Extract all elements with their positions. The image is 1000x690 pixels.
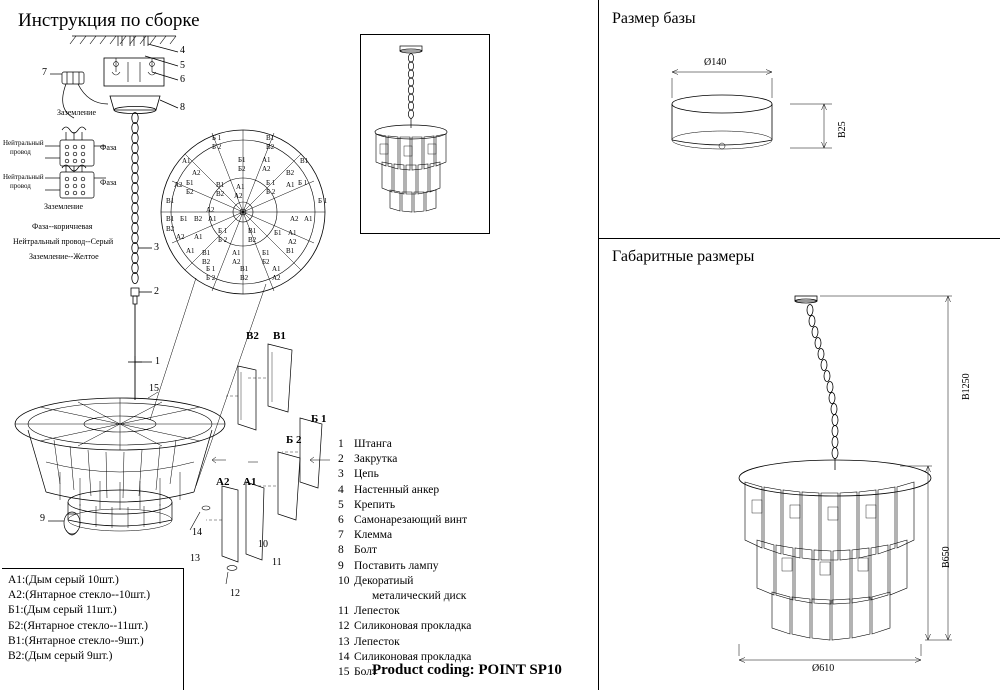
callout-6: 6: [180, 74, 185, 85]
part-row: 10 Декоратиый: [338, 574, 414, 587]
part-row: 5 Крепить: [338, 498, 396, 511]
part-row: 8 Болт: [338, 544, 377, 557]
part-row: 6 Самонарезающий винт: [338, 514, 468, 527]
part-row: 11 Лепесток: [338, 605, 400, 618]
legend-item: В2:(Дым серый 9шт.): [8, 650, 113, 663]
label-ground-top: Заземление: [57, 108, 96, 117]
label-ground-bottom: Заземление: [44, 202, 83, 211]
legend-item: В1:(Янтарное стекло--9шт.): [8, 634, 144, 647]
part-row: 12 Силиконовая прокладка: [338, 620, 472, 633]
legend-item: Б2:(Янтарное стекло--11шт.): [8, 619, 149, 632]
legend-item: А2:(Янтарное стекло--10шт.): [8, 589, 151, 602]
callout-12: 12: [230, 588, 240, 599]
label-neutral-2: Нейтральный: [3, 173, 44, 181]
horizontal-divider: [598, 238, 1000, 239]
dim-overall-height-body: В650: [941, 546, 952, 568]
callout-15: 15: [149, 383, 159, 394]
vertical-divider: [598, 0, 599, 690]
callout-13: 13: [190, 553, 200, 564]
page-title-assembly: Инструкция по сборке: [18, 10, 200, 31]
part-row: 13 Лепесток: [338, 635, 400, 648]
part-row: 14 Силиконовая прокладка: [338, 650, 472, 663]
legend-phase-color: Фаза--коричневая: [32, 222, 93, 231]
callout-3: 3: [154, 242, 159, 253]
callout-5: 5: [180, 60, 185, 71]
legend-neutral-color: Нейтральный провод--Серый: [13, 237, 114, 246]
label-neutral-2b: провод: [10, 182, 31, 190]
lamp-inset-frame: [360, 34, 490, 234]
callout-7: 7: [42, 67, 47, 78]
dim-base-height: В25: [837, 121, 848, 138]
product-coding: Product coding: POINT SP10: [372, 662, 562, 678]
part-row: 4 Настенный анкер: [338, 483, 440, 496]
assembly-instruction-page: Инструкция по сборке Размер базы Габаритные размеры Заземление Нейтральный провод Нейтральный провод Фаза Фаза Заземление Фаза--коричневая Нейтральный провод--Серый Заземление--Желтое 4 5 6 8 7 3 2 1 15 9 10 11 12 13 14 В2 В1 Б 1 Б 2 А2 А1 Б 1 Б 2 В1 В2 А1 А2 Б1 Б2 В1 В2 А1 А2 А2 Б1 Б2 В1 В2 А1 А2 Б 1 Б 2 А1 Б 1 В1 В1 В2 Б1 В2 А1 А2 А2 А1 Б 1 А2 А1 Б 1 Б 2 В1 В2 Б1 А1 А2 А1 В1 В2 А1 А2 Б1 Б2 В1 Б 1 Б 2 В1 В2 А1 А2 Ø140 В25 Ø610 В1250 В650 1 Штанга 2 Закрутка 3 Цепь 4 Настенный анкер 5 Крепить 6 Самонарезающий винт 7 Клемма 8 Болт 9 Поставить лампу 10 Декоратиый металический диск 11 Лепесток 12 Силиконовая прокладка 13 Лепесток 14 Силиконовая прокладка 15 Болт А1:(Дым серый 10шт.) А2:(Янтарное стекло--10шт.) Б1:(Дым серый 11шт.) Б2:(Янтарное стекло--11шт.) В1:(Янтарное стекло--9шт.) В2:(Дым серый 9шт.) Product coding: POINT SP10: [0, 0, 1000, 690]
callout-4: 4: [180, 45, 185, 56]
page-title-overall-dims: Габаритные размеры: [612, 248, 755, 265]
page-title-base-size: Размер базы: [612, 10, 696, 27]
part-row: 3 Цепь: [338, 468, 379, 481]
glass-label-a2: А2: [216, 476, 230, 488]
glass-label-bb2: Б 2: [286, 434, 302, 446]
callout-2: 2: [154, 286, 159, 297]
label-phase-2: Фаза: [100, 178, 117, 187]
label-phase-1: Фаза: [100, 143, 117, 152]
dim-overall-height-total: В1250: [961, 373, 972, 400]
part-row-sub: металический диск: [372, 590, 467, 603]
legend-item: А1:(Дым серый 10шт.): [8, 574, 119, 586]
glass-label-a1: А1: [243, 476, 257, 488]
dim-base-diameter: Ø140: [704, 57, 727, 68]
callout-8: 8: [180, 102, 185, 113]
parts-list: [338, 437, 471, 680]
glass-legend-box: [2, 568, 184, 690]
legend-ground-color: Заземление--Желтое: [29, 252, 99, 261]
part-row: 15 Болт: [338, 666, 377, 679]
callout-11: 11: [272, 557, 282, 568]
part-row: 1 Штанга: [338, 438, 392, 450]
legend-item: Б1:(Дым серый 11шт.): [8, 604, 117, 617]
callout-1: 1: [155, 356, 160, 367]
part-row: 2 Закрутка: [338, 453, 398, 466]
dim-overall-diameter: Ø610: [812, 663, 835, 674]
label-neutral-1b: провод: [10, 148, 31, 156]
glass-label-b2: В2: [246, 330, 259, 342]
callout-10: 10: [258, 539, 268, 550]
glass-label-b1: В1: [273, 330, 286, 342]
callout-14: 14: [192, 527, 202, 538]
part-row: 9 Поставить лампу: [338, 559, 439, 572]
part-row: 7 Клемма: [338, 529, 393, 542]
label-neutral-1: Нейтральный: [3, 139, 44, 147]
callout-9: 9: [40, 513, 45, 524]
glass-label-bb1: Б 1: [311, 413, 327, 425]
